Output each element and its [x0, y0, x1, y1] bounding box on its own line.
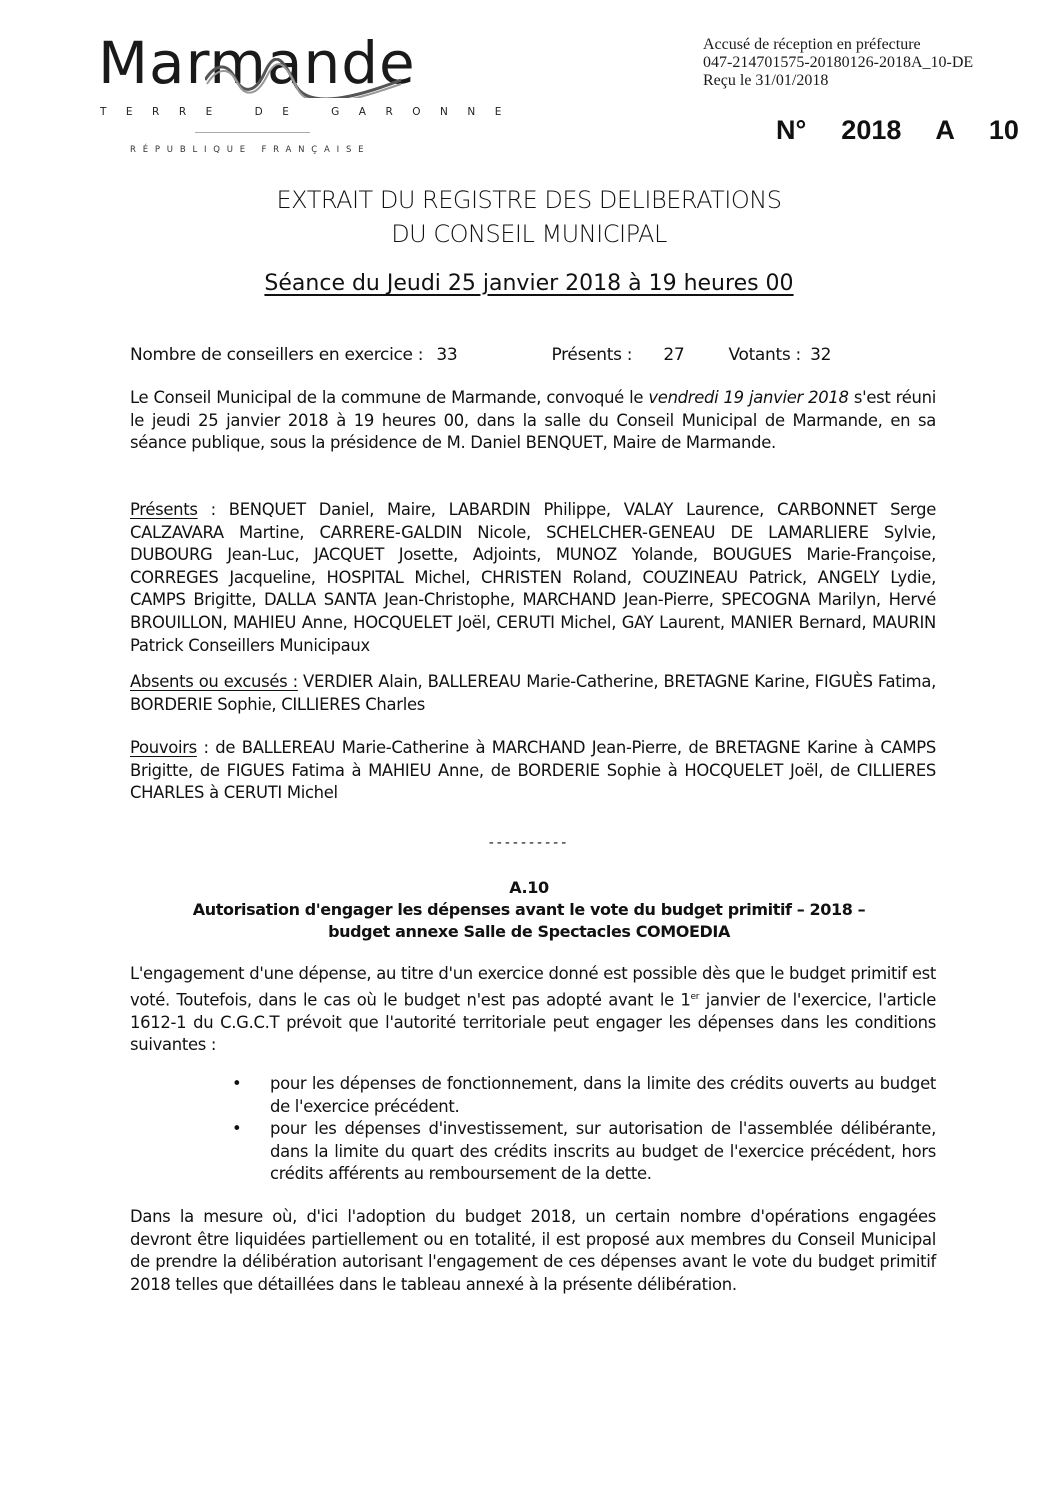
deliberation-title-line-1: Autorisation d'engager les dépenses avant le vote du budget primitif – 2018 – [192, 900, 866, 919]
deliberation-paragraph-2: Dans la mesure où, d'ici l'adoption du budget 2018, un certain nombre d'opérations engagées devront être liquidées partiellement ou en totalité, il est proposé aux membres du Conseil Municipal de prendre la délibération autorisant l'engagement de ces dépenses avant le vote du budget primitif 2018 telles que détaillées dans le tableau annexé à la présente délibération. [130, 1207, 936, 1294]
exercice-label: Nombre de conseillers en exercice : [130, 345, 424, 365]
page-title-line-2: DU CONSEIL MUNICIPAL [391, 220, 667, 248]
pouvoirs-paragraph [130, 737, 936, 805]
stamp-line-1: Accusé de réception en préfecture [703, 36, 921, 53]
votants-value: 32 [810, 345, 832, 365]
prefecture-stamp [703, 36, 973, 90]
section-separator: ---------- [488, 835, 570, 851]
logo-tagline: TERRE DE GARONNE [100, 106, 521, 118]
deliberation-number: N° 2018 A 10 [776, 115, 1019, 145]
page-title-line-1: EXTRAIT DU REGISTRE DES DELIBERATIONS [276, 186, 782, 214]
intro-paragraph [130, 387, 936, 455]
stamp-line-3: Reçu le 31/01/2018 [703, 72, 829, 89]
para1-text-b: janvier de l'exercice, l'article 1612-1 du C.G.C.T prévoit que l'autorité territoriale peut engager les dépenses dans les conditions suivantes : [130, 990, 936, 1055]
marmande-logo: Marmande [98, 29, 416, 97]
para1-superscript: er [690, 991, 700, 1002]
condition-item: • pour les dépenses de fonctionnement, dans la limite des crédits ouverts au budget de l'exercice précédent. [232, 1073, 936, 1118]
presents-value: 27 [663, 345, 685, 365]
votants-label: Votants : [728, 345, 801, 365]
deliberation-code: A.10 [509, 878, 549, 897]
logo-republique: RÉPUBLIQUE FRANÇAISE [130, 145, 371, 155]
counts-row [130, 345, 831, 365]
presents-label: Présents [130, 500, 198, 519]
seance-text: Séance du Jeudi 25 janvier 2018 à 19 heures 00 [264, 271, 794, 296]
pouvoirs-list: : de BALLEREAU Marie-Catherine à MARCHAND Jean-Pierre, de BRETAGNE Karine à CAMPS Brigitte, de FIGUES Fatima à MAHIEU Anne, de BORDERIE Sophie à HOCQUELET Joël, de CILLIERES CHARLES à CERUTI Michel [130, 738, 936, 803]
presents-label: Présents : [551, 345, 633, 365]
intro-italic: vendredi 19 janvier 2018 [648, 388, 849, 407]
condition-item: • pour les dépenses d'investissement, sur autorisation de l'assemblée délibérante, dans la limite du quart des crédits inscrits au budget de l'exercice précédent, hors crédits afférents au remboursement de la dette. [232, 1118, 936, 1186]
para1-text-a: L'engagement d'une dépense, au titre d'un exercice donné est possible dès que le budget primitif est voté. Toutefois, dans le cas où le budget n'est pas adopté avant le 1 [130, 964, 936, 1010]
deliberation-paragraph-1 [130, 963, 936, 1057]
garonne-wave-icon [205, 58, 405, 98]
exercice-value: 33 [436, 345, 458, 365]
pouvoirs-label: Pouvoirs [130, 738, 197, 757]
absents-label: Absents ou excusés : [130, 672, 298, 691]
presents-list: : BENQUET Daniel, Maire, LABARDIN Philippe, VALAY Laurence, CARBONNET Serge CALZAVARA Martine, CARRERE-GALDIN Nicole, SCHELCHER-GENEAU DE LAMARLIERE Sylvie, DUBOURG Jean-Luc, JACQUET Josette, Adjoints, MUNOZ Yolande, BOUGUES Marie-Françoise, CORREGES Jacqueline, HOSPITAL Michel, CHRISTEN Roland, COUZINEAU Patrick, ANGELY Lydie, CAMPS Brigitte, DALLA SANTA Jean-Christophe, MARCHAND Jean-Pierre, SPECOGNA Marilyn, Hervé BROUILLON, MAHIEU Anne, HOCQUELET Joël, CERUTI Michel, GAY Laurent, MANIER Bernard, MAURIN Patrick Conseillers Municipaux [130, 500, 936, 655]
logo-divider [195, 132, 310, 133]
conditions-list [232, 1073, 936, 1186]
absents-list: VERDIER Alain, BALLEREAU Marie-Catherine, BRETAGNE Karine, FIGUÈS Fatima, BORDERIE Sophie, CILLIERES Charles [130, 672, 937, 714]
stamp-line-2: 047-214701575-20180126-2018A_10-DE [703, 54, 974, 71]
presents-paragraph [130, 499, 936, 657]
absents-paragraph [130, 671, 936, 716]
intro-text-2: s'est réuni le jeudi 25 janvier 2018 à 19 heures 00, dans la salle du Conseil Municipal de Marmande, en sa séance publique, sous la présidence de M. Daniel BENQUET, Maire de Marmande. [130, 388, 936, 453]
seance-date [0, 271, 1058, 296]
intro-text-1: Le Conseil Municipal de la commune de Marmande, convoqué le [130, 388, 649, 407]
deliberation-title-line-2: budget annexe Salle de Spectacles COMOEDIA [328, 922, 730, 941]
